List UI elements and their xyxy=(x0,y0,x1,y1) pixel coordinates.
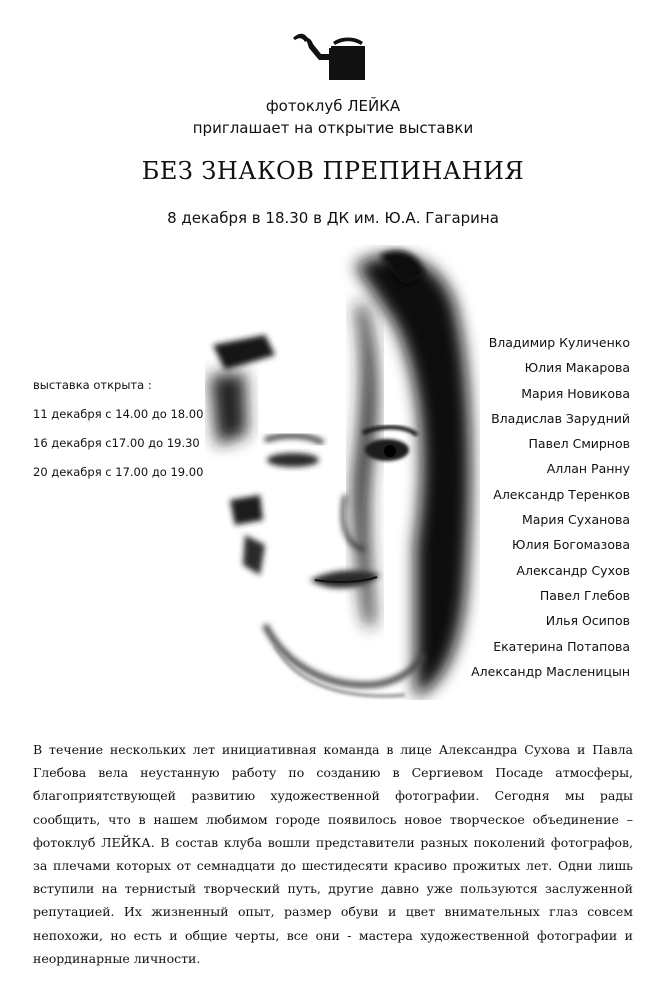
photographer-name: Павел Глебов xyxy=(539,587,630,603)
schedule xyxy=(33,378,223,494)
photographer-name: Юлия Макарова xyxy=(524,360,630,376)
club-name: фотоклуб ЛЕЙКА xyxy=(265,97,401,115)
photographer-name: Владимир Куличенко xyxy=(488,335,630,350)
schedule-date: 20 декабря с 17.00 до 19.00 xyxy=(33,465,204,479)
photographer-name: Аллан Ранну xyxy=(546,461,630,477)
schedule-date: 16 декабря с17.00 до 19.30 xyxy=(33,436,200,450)
schedule-date: 11 декабря с 14.00 до 18.00 xyxy=(33,407,204,421)
description-paragraph: В течение нескольких лет инициативная команда в лице Александра Сухова и Павла Глебова вела неустанную работу по созданию в Сергиевом Посаде атмосферы, благоприятствующей развитию художественной фотографии. Сегодня мы рады сообщить, что в нашем любимом городе появилось новое творческое объединение – фотоклуб ЛЕЙКА. В состав клуба вошли представители разных поколений фотографов, за плечами которых от семнадцати до шестидесяти красиво прожитых лет. Одни лишь вступили на тернистый творческий путь, другие давно уже пользуются заслуженной репутацией. Их жизненный опыт, размер обуви и цвет внимательных глаз совсем непохожи, но есть и общие черты, все они - мастера художественной фотографии и неординарные личности. xyxy=(33,742,633,966)
photographer-name: Мария Суханова xyxy=(521,512,630,528)
photographer-list xyxy=(430,335,630,689)
exhibition-title: БЕЗ ЗНАКОВ ПРЕПИНАНИЯ xyxy=(141,157,525,185)
photographer-name: Александр Теренков xyxy=(493,486,630,502)
schedule-heading: выставка открыта : xyxy=(33,378,152,392)
photographer-name: Владислав Зарудний xyxy=(491,410,630,426)
invitation-text: приглашает на открытие выставки xyxy=(192,119,474,137)
photographer-name: Екатерина Потапова xyxy=(493,638,630,654)
opening-date: 8 декабря в 18.30 в ДК им. Ю.А. Гагарина xyxy=(167,209,499,227)
photographer-name: Илья Осипов xyxy=(545,613,630,629)
photographer-name: Мария Новикова xyxy=(521,385,630,401)
watering-can-logo-icon xyxy=(291,32,375,84)
photographer-name: Юлия Богомазова xyxy=(512,537,630,553)
photographer-name: Александр Масленицын xyxy=(471,663,630,679)
photographer-name: Павел Смирнов xyxy=(528,436,630,452)
photographer-name: Александр Сухов xyxy=(516,562,630,578)
